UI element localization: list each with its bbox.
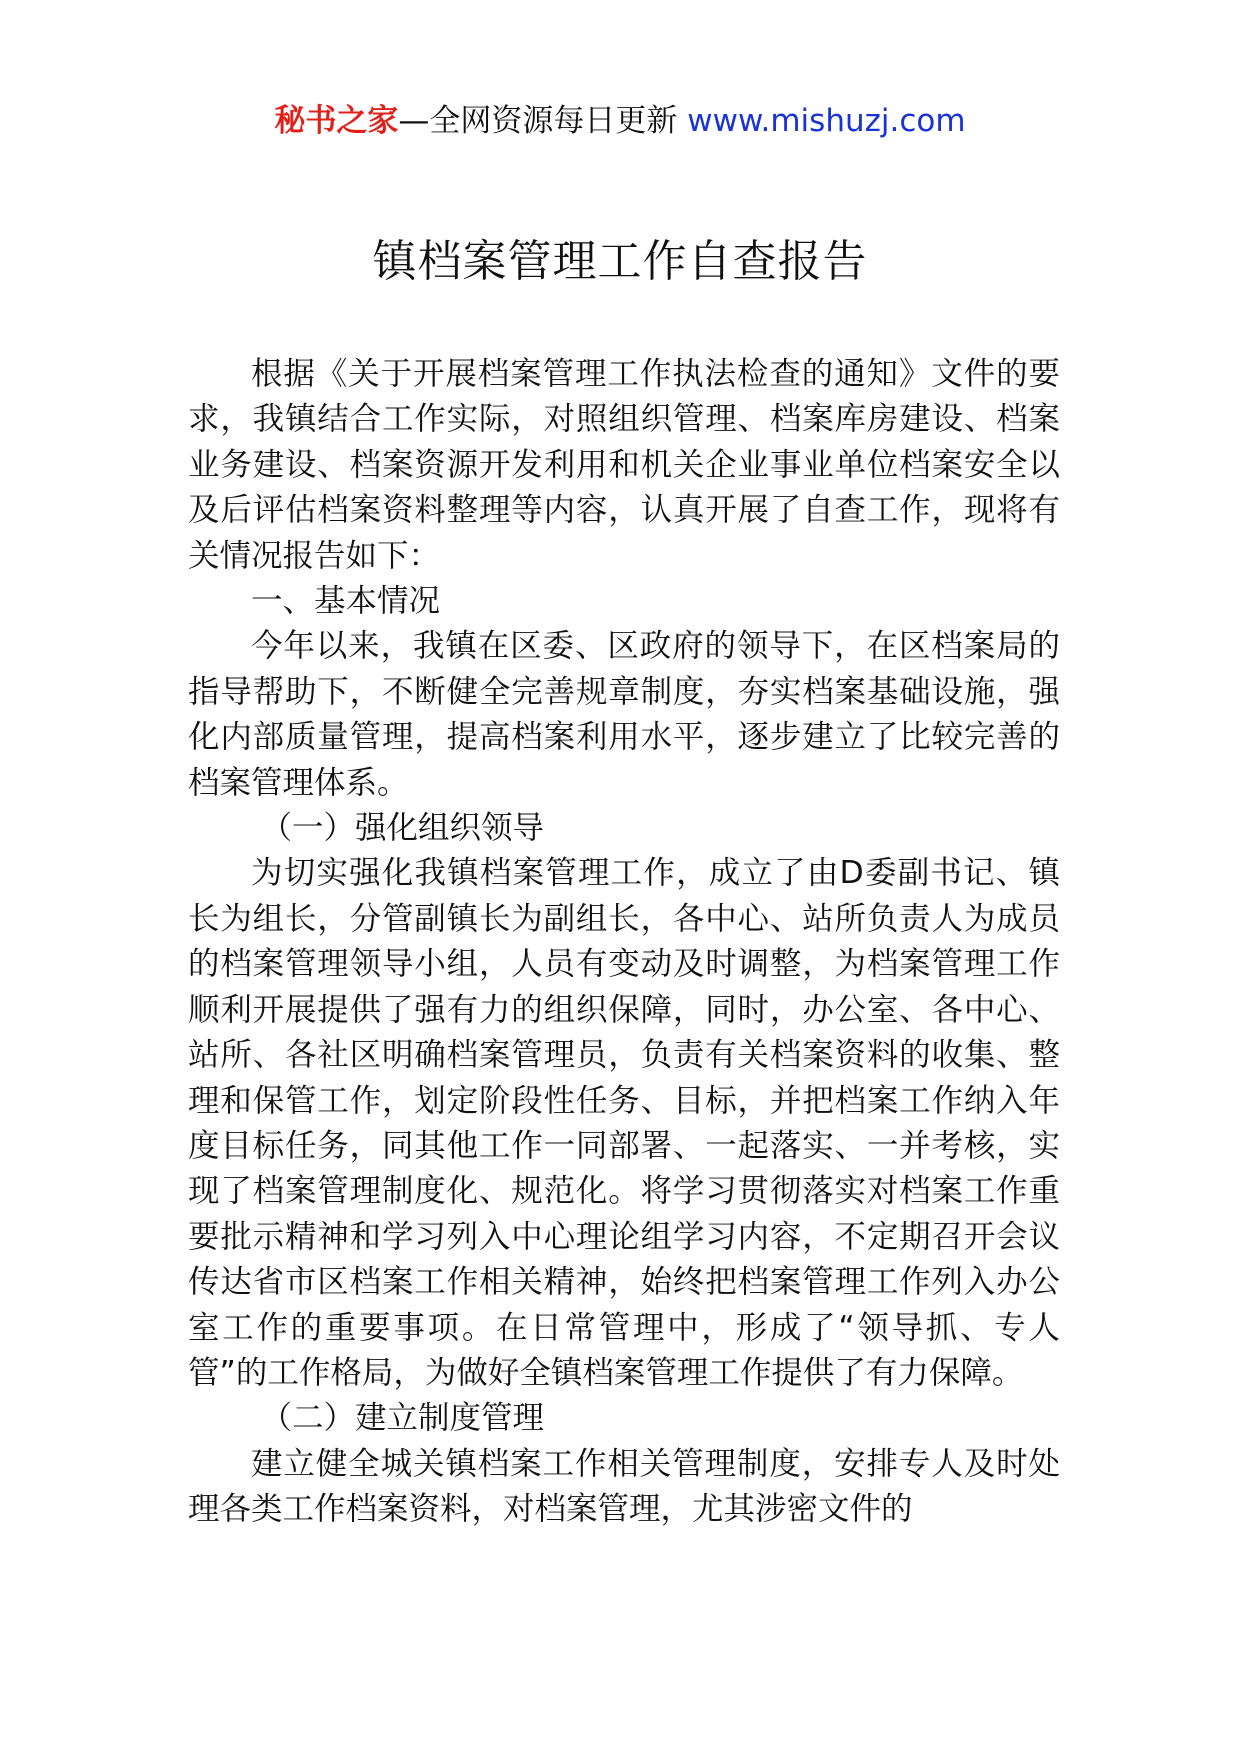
system-paragraph: 建立健全城关镇档案工作相关管理制度，安排专人及时处理各类工作档案资料，对档案管理，尤其涉密文件的 — [188, 1445, 1060, 1528]
site-url-link[interactable]: www.mishuzj.com — [687, 103, 966, 139]
subsection-heading-organization: （一）强化组织领导 — [260, 810, 544, 847]
header-banner — [0, 98, 1240, 144]
slogan-text: —全网资源每日更新 — [398, 103, 678, 139]
subsection-heading-system: （二）建立制度管理 — [260, 1400, 544, 1437]
document-title: 镇档案管理工作自查报告 — [372, 236, 868, 287]
section-heading-basic-situation: 一、基本情况 — [251, 583, 441, 620]
brand-name: 秘书之家 — [274, 103, 399, 139]
basic-situation-paragraph: 今年以来，我镇在区委、区政府的领导下，在区档案局的指导帮助下，不断健全完善规章制度，夯实档案基础设施，强化内部质量管理，提高档案利用水平，逐步建立了比较完善的档案管理体系。 — [188, 628, 1060, 801]
intro-paragraph: 根据《关于开展档案管理工作执法检查的通知》文件的要求，我镇结合工作实际，对照组织管理、档案库房建设、档案业务建设、档案资源开发利用和机关企业事业单位档案安全以及后评估档案资料整理等内容，认真开展了自查工作，现将有关情况报告如下： — [188, 356, 1060, 574]
document-body — [188, 352, 1060, 1533]
organization-paragraph: 为切实强化我镇档案管理工作，成立了由D委副书记、镇长为组长，分管副镇长为副组长，各中心、站所负责人为成员的档案管理领导小组，人员有变动及时调整，为档案管理工作顺利开展提供了强有力的组织保障，同时，办公室、各中心、站所、各社区明确档案管理员，负责有关档案资料的收集、整理和保管工作，划定阶段性任务、目标，并把档案工作纳入年度目标任务，同其他工作一同部署、一起落实、一并考核，实现了档案管理制度化、规范化。将学习贯彻落实对档案工作重要批示精神和学习列入中心理论组学习内容，不定期召开会议传达省市区档案工作相关精神，始终把档案管理工作列入办公室工作的重要事项。在日常管理中，形成了“领导抓、专人管”的工作格局，为做好全镇档案管理工作提供了有力保障。 — [188, 855, 1060, 1391]
